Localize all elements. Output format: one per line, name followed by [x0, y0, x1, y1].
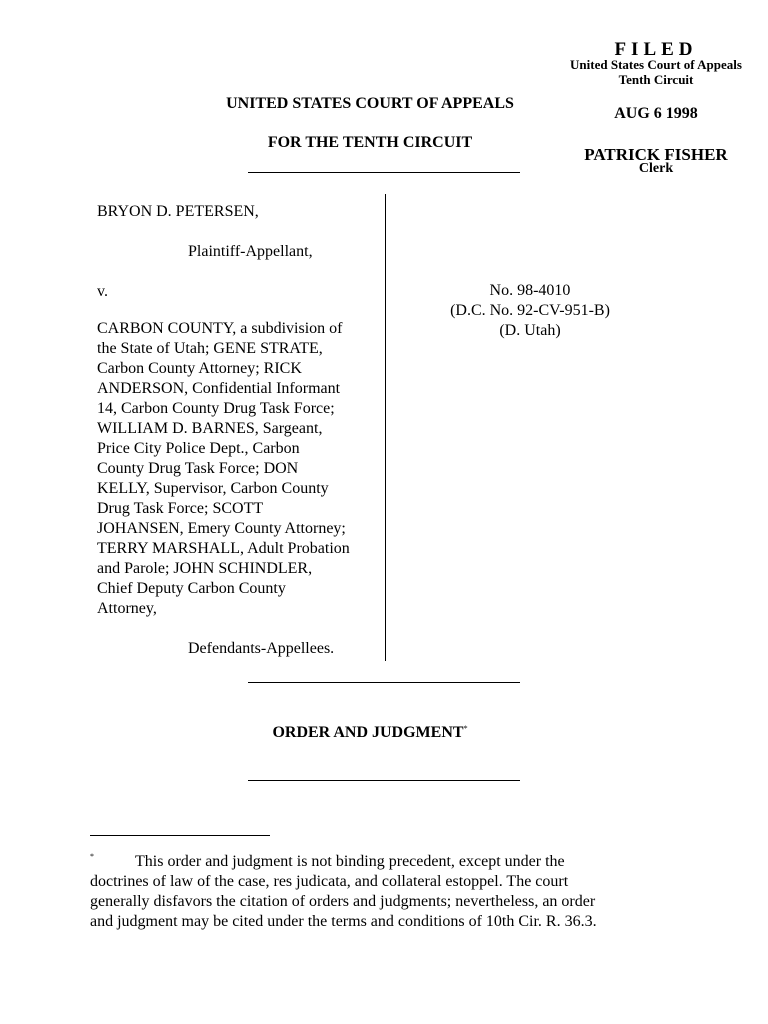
defendants-line: CARBON COUNTY, a subdivision of	[97, 320, 343, 337]
plaintiff-name: BRYON D. PETERSEN,	[97, 203, 259, 220]
defendants-line: Carbon County Attorney; RICK	[97, 360, 302, 377]
defendants-line: 14, Carbon County Drug Task Force;	[97, 400, 335, 417]
filed-stamp-circuit: Tenth Circuit	[618, 72, 694, 87]
defendants-line: Chief Deputy Carbon County	[97, 580, 286, 597]
footnote-separator	[90, 835, 270, 836]
footnote-line: and judgment may be cited under the terms and conditions of 10th Cir. R. 36.3.	[90, 913, 597, 930]
district-court-number: (D.C. No. 92-CV-951-B)	[450, 302, 610, 319]
caption-top-rule	[248, 172, 520, 173]
docket-number: No. 98-4010	[489, 282, 571, 299]
footnote-line: generally disfavors the citation of orders and judgments; nevertheless, an order	[90, 893, 596, 910]
defendants-line: ANDERSON, Confidential Informant	[97, 380, 341, 397]
defendants-line: Attorney,	[97, 600, 157, 617]
versus-label: v.	[97, 283, 108, 300]
circuit-heading: FOR THE TENTH CIRCUIT	[267, 134, 473, 151]
defendants-line: KELLY, Supervisor, Carbon County	[97, 480, 329, 497]
defendants-line: the State of Utah; GENE STRATE,	[97, 340, 323, 357]
clerk-title: Clerk	[638, 161, 674, 176]
footnote	[90, 852, 690, 932]
caption-divider	[385, 194, 386, 661]
defendants-line: Drug Task Force; SCOTT	[97, 500, 264, 517]
document-title-text: ORDER AND JUDGMENT	[272, 724, 464, 741]
caption-bottom-rule	[248, 682, 520, 683]
defendants-line: and Parole; JOHN SCHINDLER,	[97, 560, 313, 577]
title-rule	[248, 780, 520, 781]
defendants-line: JOHANSEN, Emery County Attorney;	[97, 520, 346, 537]
footnote-line-text: This order and judgment is not binding precedent, except under the	[135, 853, 565, 870]
defendants-list	[97, 319, 387, 619]
defendants-role: Defendants-Appellees.	[188, 640, 335, 657]
filed-stamp-heading: FILED	[614, 39, 698, 60]
defendants-line: Price City Police Dept., Carbon	[97, 440, 300, 457]
defendants-line: County Drug Task Force; DON	[97, 460, 299, 477]
document-title	[170, 723, 570, 743]
footnote-line: * This order and judgment is not binding precedent, except under the	[90, 852, 565, 870]
defendants-line: TERRY MARSHALL, Adult Probation	[97, 540, 350, 557]
title-footnote-ref: *	[463, 724, 468, 733]
clerk-name: PATRICK FISHER	[584, 145, 728, 164]
filed-stamp-date: AUG 6 1998	[614, 105, 698, 122]
district-label: (D. Utah)	[499, 322, 561, 339]
filed-stamp-court: United States Court of Appeals	[570, 57, 742, 72]
court-name-heading: UNITED STATES COURT OF APPEALS	[226, 95, 514, 112]
plaintiff-role: Plaintiff-Appellant,	[188, 243, 313, 260]
defendants-line: WILLIAM D. BARNES, Sargeant,	[97, 420, 323, 437]
footnote-line: doctrines of law of the case, res judicata, and collateral estoppel. The court	[90, 873, 569, 890]
